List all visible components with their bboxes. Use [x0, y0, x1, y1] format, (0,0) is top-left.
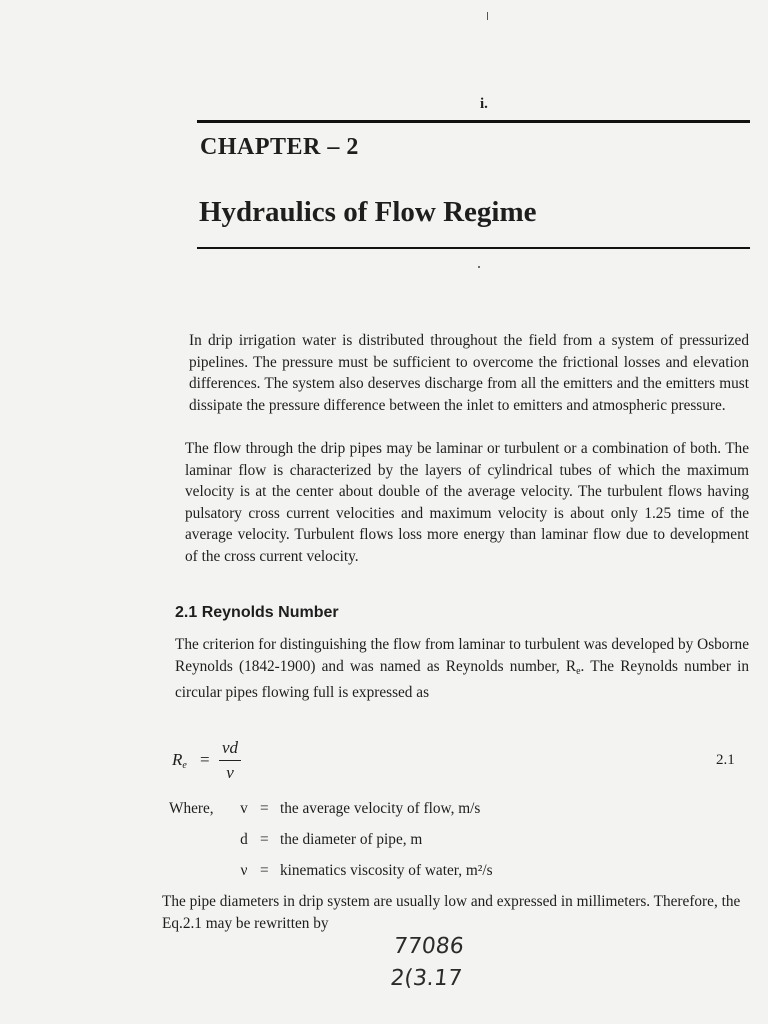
chapter-label: CHAPTER – 2 — [200, 134, 359, 160]
where-equals: = — [260, 862, 269, 879]
where-equals: = — [260, 800, 269, 817]
flow-types-paragraph: The flow through the drip pipes may be laminar or turbulent or a combination of both. The laminar flow is characterized by the layers of cylindrical tubes of which the maximum velocity is at the center about double of the average velocity. The turbulent flows having pulsatory cross current velocities and maximum velocity is about only 1.25 time of the average velocity. Turbulent flows loss more energy than laminar flow due to development of the cross current velocity. — [185, 440, 749, 565]
equation-lhs-symbol: R — [172, 750, 183, 769]
handwritten-note — [389, 931, 467, 995]
where-symbol: v — [240, 800, 248, 817]
where-symbol: ν — [240, 862, 248, 879]
equation-numerator: vd — [221, 738, 239, 757]
chapter-top-rule — [197, 120, 750, 123]
equation-number: 2.1 — [716, 752, 735, 768]
page-mark: i. — [480, 96, 488, 112]
chapter-bottom-rule — [197, 247, 750, 249]
fraction-bar — [219, 760, 241, 761]
reynolds-paragraph-after: . The Reynolds number in circular pipes flowing full is expressed as — [175, 657, 749, 701]
equation-equals: = — [200, 750, 210, 769]
equation-denominator: ν — [226, 763, 234, 782]
reynolds-subscript: e — [576, 665, 581, 677]
equation-lhs — [172, 750, 187, 771]
reynolds-paragraph — [175, 634, 749, 704]
where-label: Where, — [169, 800, 214, 817]
where-definition: kinematics viscosity of water, m²/s — [280, 862, 493, 879]
where-symbol: d — [240, 831, 248, 848]
equation-fraction — [219, 738, 241, 783]
where-definition: the diameter of pipe, m — [280, 831, 423, 848]
handwritten-line-2: 2(3.17 — [389, 966, 464, 991]
where-equals: = — [260, 831, 269, 848]
intro-paragraph: In drip irrigation water is distributed throughout the field from a system of pressurized pipelines. The pressure must be sufficient to overcome the frictional losses and elevation differences. The system also deserves discharge from all the emitters and the emitters must dissipate the pressure difference between the inlet to emitters and atmospheric pressure. — [189, 332, 749, 414]
top-page-mark — [487, 12, 488, 20]
where-definition: the average velocity of flow, m/s — [280, 800, 481, 817]
section-heading: 2.1 Reynolds Number — [175, 604, 339, 621]
closing-paragraph: The pipe diameters in drip system are usually low and expressed in millimeters. Therefore, the Eq.2.1 may be rewritten by — [162, 893, 741, 932]
equation-lhs-subscript: e — [182, 760, 187, 771]
stray-dot — [478, 266, 480, 268]
chapter-title: Hydraulics of Flow Regime — [199, 196, 537, 228]
reynolds-paragraph-before: The criterion for distinguishing the flow from laminar to turbulent was developed by Osborne Reynolds (1842-1900) and was named as Reynolds number, R — [175, 636, 749, 675]
handwritten-line-1: 77086 — [392, 934, 466, 959]
